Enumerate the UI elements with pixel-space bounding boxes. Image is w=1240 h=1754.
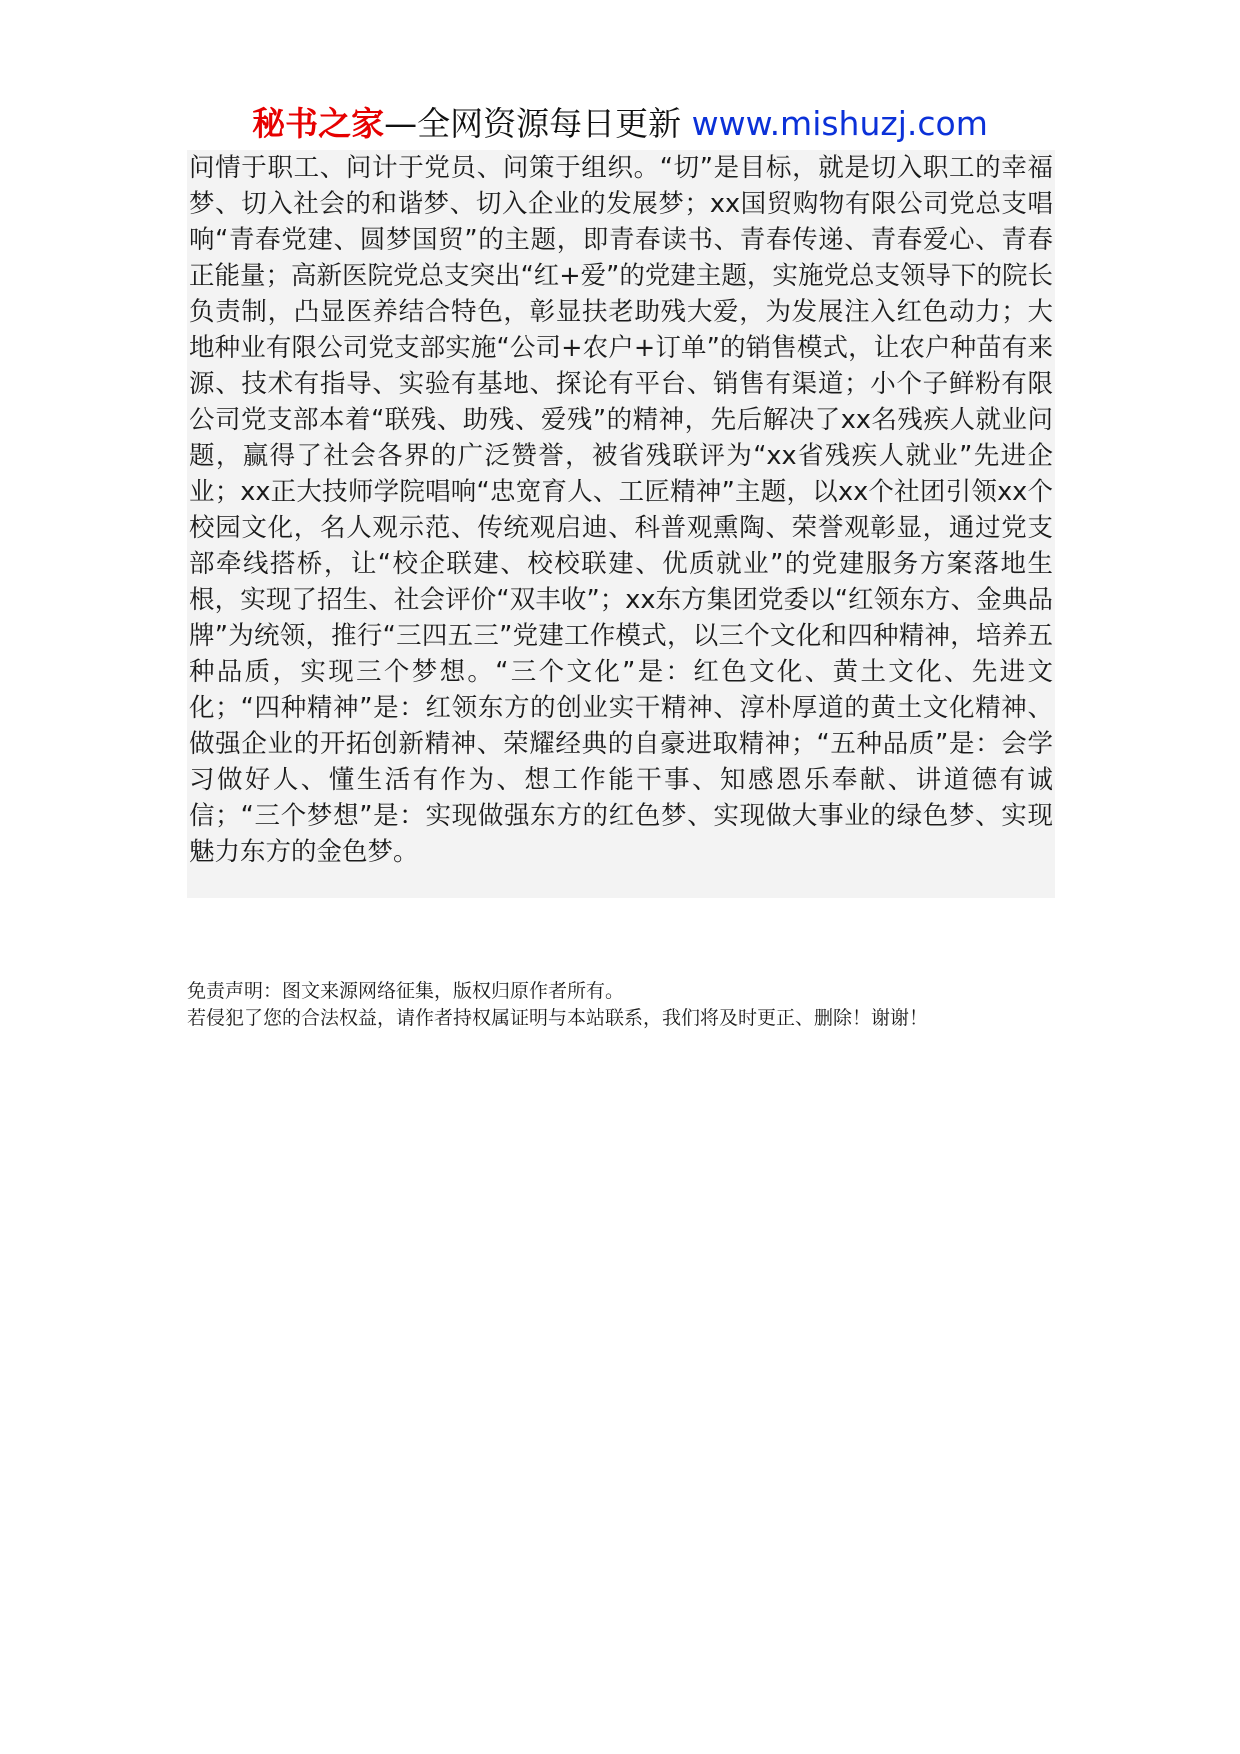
brand-name: 秘书之家 [252,104,385,143]
disclaimer-line-1: 免责声明：图文来源网络征集，版权归原作者所有。 [187,980,625,1002]
disclaimer [187,978,1087,1032]
document-body [187,150,1055,898]
disclaimer-line-2: 若侵犯了您的合法权益，请作者持权属证明与本站联系，我们将及时更正、删除！谢谢！ [187,1007,929,1029]
body-paragraph: 问情于职工、问计于党员、问策于组织。“切”是目标，就是切入职工的幸福梦、切入社会的和谐梦、切入企业的发展梦；xx国贸购物有限公司党总支唱响“青春党建、圆梦国贸”的主题，即青春读书、青春传递、青春爱心、青春正能量；高新医院党总支突出“红+爱”的党建主题，实施党总支领导下的院长负责制，凸显医养结合特色，彰显扶老助残大爱，为发展注入红色动力；大地种业有限公司党支部实施“公司+农户+订单”的销售模式，让农户种苗有来源、技术有指导、实验有基地、探论有平台、销售有渠道；小个子鲜粉有限公司党支部本着“联残、助残、爱残”的精神，先后解决了xx名残疾人就业问题，赢得了社会各界的广泛赞誉，被省残联评为“xx省残疾人就业”先进企业；xx正大技师学院唱响“忠宽育人、工匠精神”主题，以xx个社团引领xx个校园文化，名人观示范、传统观启迪、科普观熏陶、荣誉观彰显，通过党支部牵线搭桥，让“校企联建、校校联建、优质就业”的党建服务方案落地生根，实现了招生、社会评价“双丰收”；xx东方集团党委以“红领东方、金典品牌”为统领，推行“三四五三”党建工作模式，以三个文化和四种精神，培养五种品质，实现三个梦想。“三个文化”是：红色文化、黄土文化、先进文化；“四种精神”是：红领东方的创业实干精神、淳朴厚道的黄土文化精神、做强企业的开拓创新精神、荣耀经典的自豪进取精神；“五种品质”是：会学习做好人、懂生活有作为、想工作能干事、知感恩乐奉献、讲道德有诚信；“三个梦想”是：实现做强东方的红色梦、实现做大事业的绿色梦、实现魅力东方的金色梦。 [189,153,1053,867]
header-tagline: —全网资源每日更新 [384,104,692,143]
site-url-link[interactable]: www.mishuzj.com [691,104,988,143]
page-header [0,100,1240,148]
